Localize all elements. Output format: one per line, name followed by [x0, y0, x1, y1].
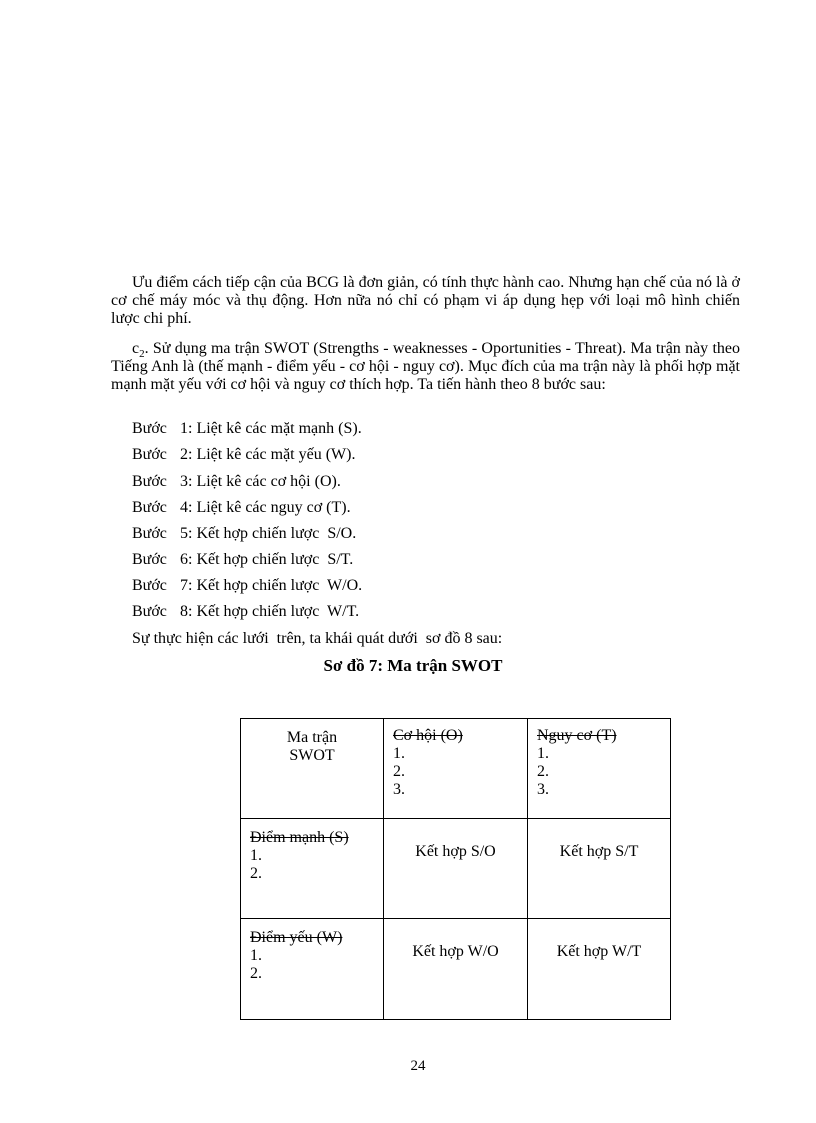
step-label: Bước: [132, 473, 167, 490]
closing-sentence: Sự thực hiện các lưới trên, ta khái quát dưới sơ đồ 8 sau:: [132, 630, 503, 647]
st-label: Kết hợp S/T: [559, 842, 639, 860]
list-item: 3.: [393, 781, 405, 798]
list-item: [132, 499, 351, 517]
corner-label-line2: SWOT: [289, 747, 335, 764]
swot-intro-text: . Sử dụng ma trận SWOT (Strengths - weaknesses - Oportunities - Threat). Ma trận này theo Tiếng Anh là (thế mạnh - điểm yếu - cơ hội - nguy cơ). Mục đích của ma trận này là phối hợp mặt mạnh mặt yếu với cơ hội và nguy cơ thích hợp. Ta tiến hành theo 8 bước sau:: [111, 340, 740, 393]
step-text: 1: Liệt kê các mặt mạnh (S).: [180, 420, 362, 437]
weaknesses-header-cell: [241, 919, 384, 1020]
paragraph-bcg-summary: Ưu điểm cách tiếp cận của BCG là đơn giản, có tính thực hành cao. Nhưng hạn chế của nó là ở cơ chế máy móc và thụ động. Hơn nữa nó chỉ có phạm vi áp dụng hẹp với loại mô hình chiến lược chi phí.: [111, 274, 740, 327]
so-cell: [384, 819, 528, 919]
wt-cell: [528, 919, 671, 1020]
swot-intro-subscript: 2: [139, 348, 145, 361]
step-text: 3: Liệt kê các cơ hội (O).: [180, 473, 341, 490]
step-label: Bước: [132, 577, 167, 594]
wo-cell: [384, 919, 528, 1020]
step-label: Bước: [132, 525, 167, 542]
st-cell: [528, 819, 671, 919]
step-text: 6: Kết hợp chiến lược S/T.: [180, 551, 354, 568]
page-number: 24: [410, 1058, 426, 1074]
opportunities-title: Cơ hội (O): [393, 727, 463, 744]
strengths-title: Điểm mạnh (S): [250, 829, 349, 846]
strengths-header-cell: [241, 819, 384, 919]
figure-title: Sơ đồ 7: Ma trận SWOT: [323, 656, 503, 675]
corner-label-line1: Ma trận: [286, 729, 338, 746]
step-text: 5: Kết hợp chiến lược S/O.: [180, 525, 357, 542]
list-item: 2.: [250, 965, 262, 982]
step-text: 7: Kết hợp chiến lược W/O.: [180, 577, 363, 594]
list-item: 1.: [393, 745, 405, 762]
list-item: [132, 577, 362, 595]
step-text: 2: Liệt kê các mặt yếu (W).: [180, 446, 356, 463]
list-item: [132, 551, 353, 569]
so-label: Kết hợp S/O: [415, 842, 496, 860]
wo-label: Kết hợp W/O: [412, 943, 499, 960]
list-item: [132, 446, 355, 464]
step-text: 4: Liệt kê các nguy cơ (T).: [180, 499, 351, 516]
list-item: 1.: [537, 745, 549, 762]
threats-title: Nguy cơ (T): [537, 727, 617, 744]
step-text: 8: Kết hợp chiến lược W/T.: [180, 603, 360, 620]
step-label: Bước: [132, 446, 167, 463]
opportunities-header-cell: [384, 719, 528, 819]
list-item: 2.: [537, 763, 549, 780]
list-item: 1.: [250, 947, 262, 964]
threats-header-cell: [528, 719, 671, 819]
swot-matrix: [240, 718, 671, 1020]
weaknesses-title: Điểm yếu (W): [250, 929, 343, 946]
wt-label: Kết hợp W/T: [556, 943, 642, 960]
step-label: Bước: [132, 603, 167, 620]
swot-intro-prefix: c: [132, 340, 140, 357]
step-label: Bước: [132, 499, 167, 516]
list-item: 3.: [537, 781, 549, 798]
step-label: Bước: [132, 420, 167, 437]
list-item: 2.: [250, 865, 262, 882]
list-item: [132, 525, 356, 543]
list-item: [132, 420, 362, 438]
list-item: 2.: [393, 763, 405, 780]
list-item: 1.: [250, 847, 262, 864]
step-label: Bước: [132, 551, 167, 568]
paragraph-swot-intro: [111, 340, 740, 394]
list-item: [132, 603, 359, 621]
list-item: [132, 473, 341, 491]
matrix-corner-cell: [241, 719, 384, 819]
